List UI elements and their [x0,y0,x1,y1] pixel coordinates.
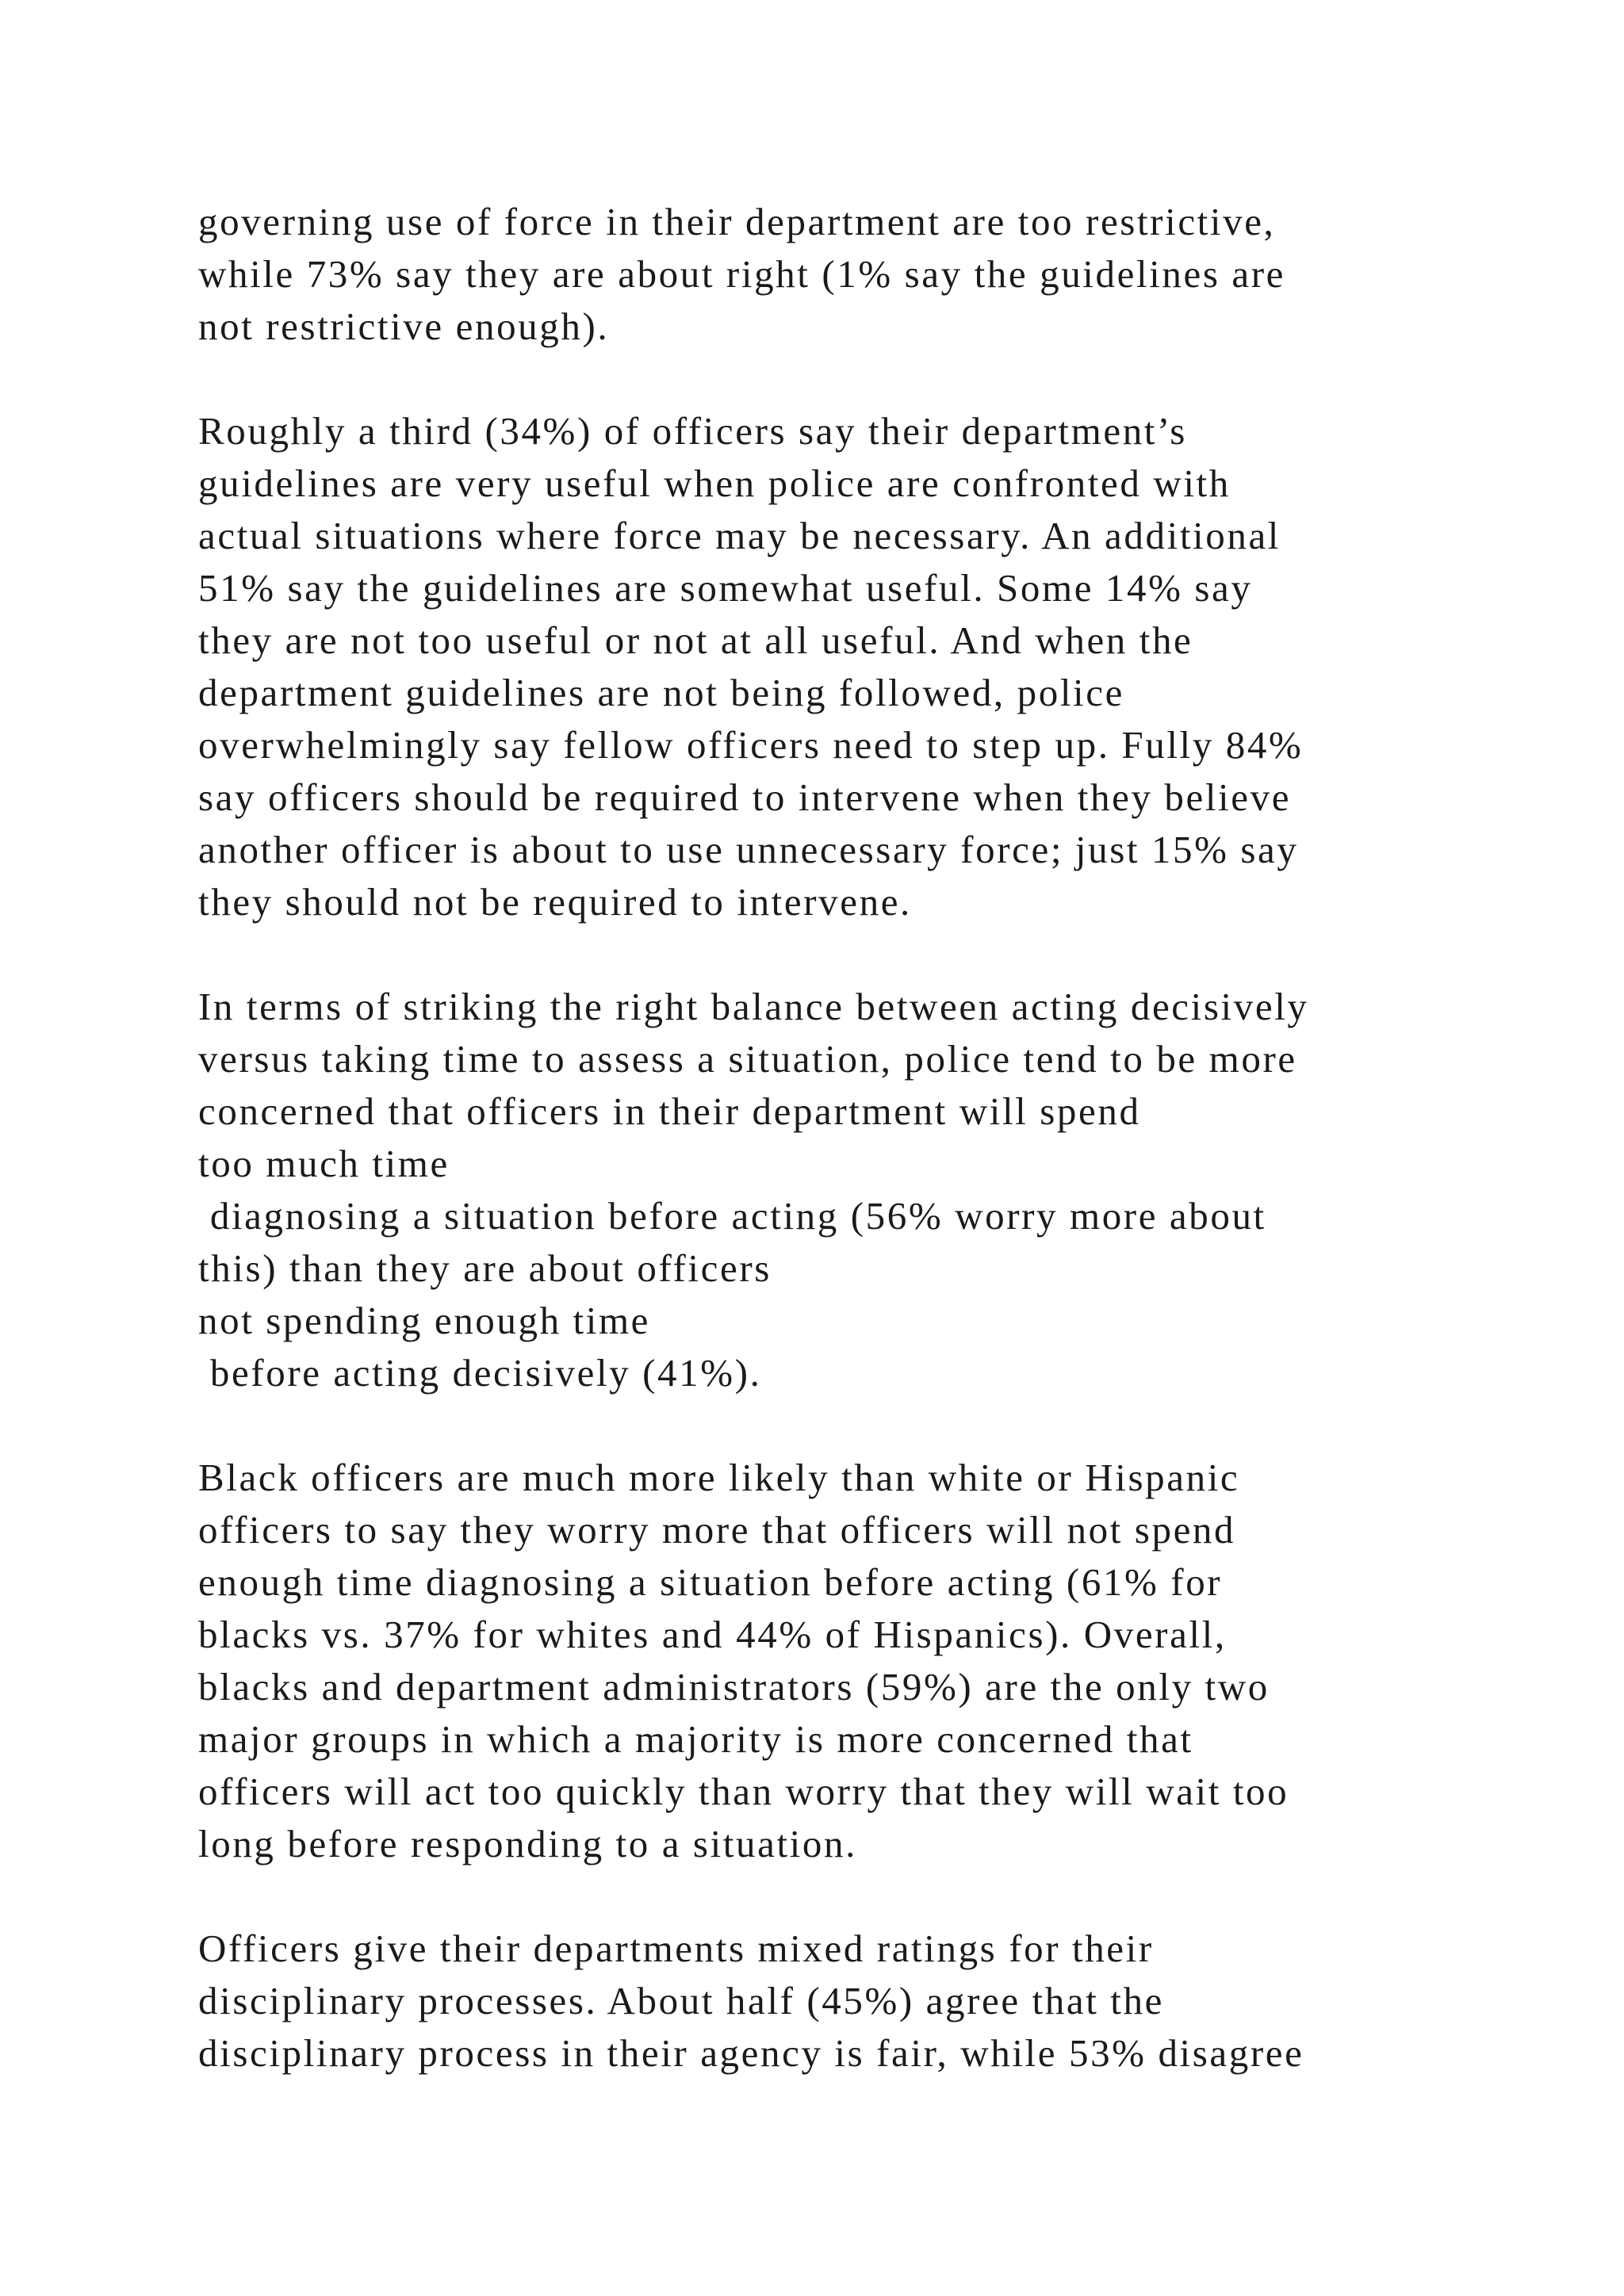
text-line: too much time [198,1142,450,1185]
text-line: disciplinary processes. About half (45%) agree that the [198,1979,1164,2022]
text-line: major groups in which a majority is more concerned that [198,1717,1193,1761]
text-line: Officers give their departments mixed ratings for their [198,1927,1154,1970]
text-line: disciplinary process in their agency is fair, while 53% disagree [198,2031,1304,2075]
text-line: they are not too useful or not at all useful. And when the [198,618,1193,662]
text-line: concerned that officers in their department will spend [198,1089,1141,1133]
text-line: Roughly a third (34%) of officers say their department’s [198,409,1187,453]
paragraph-5 [198,1923,1546,2080]
text-line: they should not be required to intervene. [198,880,912,924]
text-line: blacks and department administrators (59%) are the only two [198,1665,1270,1709]
body-text [198,196,1546,2132]
text-line: while 73% say they are about right (1% say the guidelines are [198,252,1285,296]
text-line: officers to say they worry more that officers will not spend [198,1508,1236,1552]
text-line: before acting decisively (41%). [198,1351,762,1395]
text-line: versus taking time to assess a situation, police tend to be more [198,1037,1297,1081]
text-line: guidelines are very useful when police are confronted with [198,461,1231,505]
paragraph-4 [198,1452,1546,1870]
text-line: 51% say the guidelines are somewhat useful. Some 14% say [198,566,1253,610]
text-line: diagnosing a situation before acting (56% worry more about [198,1194,1266,1238]
text-line: this) than they are about officers [198,1246,772,1290]
text-line: officers will act too quickly than worry that they will wait too [198,1770,1289,1813]
text-line: another officer is about to use unnecessary force; just 15% say [198,828,1299,871]
text-line: not restrictive enough). [198,304,610,348]
text-line: In terms of striking the right balance between acting decisively [198,985,1309,1028]
paragraph-3 [198,981,1546,1399]
text-line: blacks vs. 37% for whites and 44% of Hispanics). Overall, [198,1613,1227,1656]
text-line: governing use of force in their department are too restrictive, [198,200,1276,243]
text-line: overwhelmingly say fellow officers need to step up. Fully 84% [198,723,1304,767]
text-line: say officers should be required to intervene when they believe [198,775,1292,819]
text-line: actual situations where force may be necessary. An additional [198,514,1281,557]
text-line: long before responding to a situation. [198,1822,857,1866]
paragraph-1 [198,196,1546,353]
text-line: not spending enough time [198,1299,651,1342]
text-line: enough time diagnosing a situation before acting (61% for [198,1560,1223,1604]
text-line: department guidelines are not being followed, police [198,671,1124,714]
text-line: Black officers are much more likely than white or Hispanic [198,1456,1240,1499]
paragraph-2 [198,405,1546,928]
